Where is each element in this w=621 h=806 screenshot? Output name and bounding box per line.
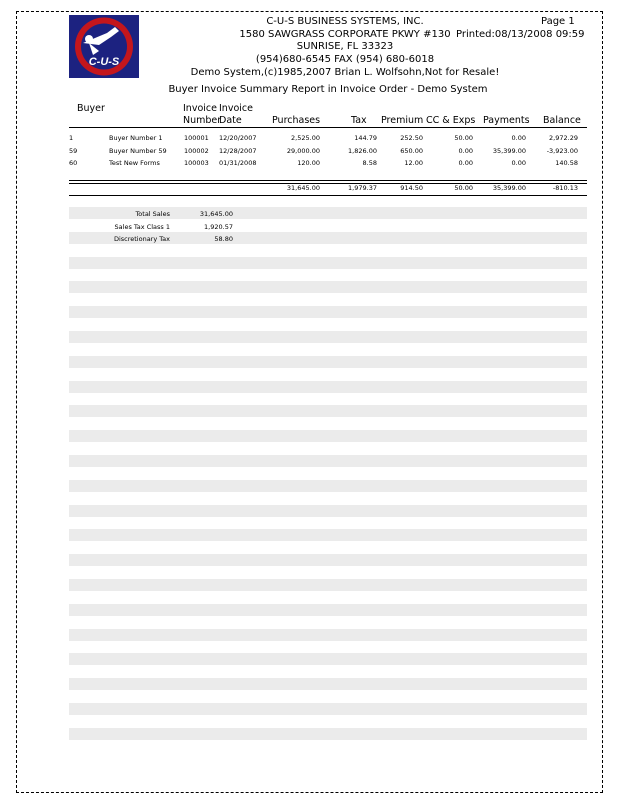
header-cc-exps: CC & Exps (426, 115, 476, 126)
buyer-number: 1 (69, 134, 74, 142)
tax: 144.79 (354, 134, 377, 142)
company-city: SUNRISE, FL 33323 (296, 41, 394, 52)
header-rule (69, 127, 587, 128)
header-payments: Payments (483, 115, 530, 126)
background-band (69, 306, 587, 318)
total-balance: -810.13 (552, 184, 578, 192)
payments: 35,399.00 (492, 147, 526, 155)
tax: 8.58 (362, 159, 377, 167)
summary-label: Sales Tax Class 1 (114, 223, 170, 231)
background-band (69, 653, 587, 665)
summary-label: Total Sales (135, 210, 170, 218)
background-band (69, 480, 587, 492)
page-border (16, 11, 603, 793)
invoice-number: 100002 (184, 147, 209, 155)
purchases: 29,000.00 (286, 147, 320, 155)
table-row (69, 146, 587, 157)
header-buyer: Buyer (77, 103, 105, 114)
background-band (69, 703, 587, 715)
background-band (69, 405, 587, 417)
background-band (69, 356, 587, 368)
premium: 650.00 (400, 147, 423, 155)
balance: 2,972.29 (549, 134, 578, 142)
background-band (69, 381, 587, 393)
buyer-number: 59 (69, 147, 78, 155)
company-address: 1580 SAWGRASS CORPORATE PKWY #130 (239, 29, 451, 40)
balance: -3,923.00 (546, 147, 578, 155)
header-invoice-number-bottom: Number (183, 115, 222, 126)
background-band (69, 529, 587, 541)
background-band (69, 430, 587, 442)
buyer-name: Buyer Number 59 (109, 147, 167, 155)
header-invoice-number-top: Invoice (183, 103, 217, 114)
totals-rule-end (69, 195, 587, 196)
background-band (69, 604, 587, 616)
balance: 140.58 (555, 159, 578, 167)
page-number: Page 1 (541, 16, 575, 27)
totals-rule-top (69, 180, 587, 181)
invoice-number: 100001 (184, 134, 209, 142)
total-payments: 35,399.00 (492, 184, 526, 192)
report-title: Buyer Invoice Summary Report in Invoice Order - Demo System (168, 84, 488, 95)
cc-exps: 0.00 (458, 147, 473, 155)
background-band (69, 505, 587, 517)
header-invoice-date-top: Invoice (219, 103, 253, 114)
background-band (69, 629, 587, 641)
header-balance: Balance (543, 115, 581, 126)
company-phone: (954)680-6545 FAX (954) 680-6018 (255, 54, 435, 65)
background-band (69, 257, 587, 269)
payments: 0.00 (511, 134, 526, 142)
purchases: 120.00 (297, 159, 320, 167)
buyer-name: Buyer Number 1 (109, 134, 163, 142)
background-band (69, 554, 587, 566)
background-band (69, 678, 587, 690)
premium: 252.50 (400, 134, 423, 142)
header-tax: Tax (351, 115, 367, 126)
total-cc-exps: 50.00 (454, 184, 473, 192)
total-premium: 914.50 (400, 184, 423, 192)
invoice-number: 100003 (184, 159, 209, 167)
background-band (69, 728, 587, 740)
invoice-date: 01/31/2008 (219, 159, 257, 167)
background-band (69, 579, 587, 591)
summary-value: 31,645.00 (199, 210, 233, 218)
company-name: C-U-S BUSINESS SYSTEMS, INC. (266, 16, 424, 27)
company-logo (69, 15, 139, 78)
premium: 12.00 (404, 159, 423, 167)
cc-exps: 50.00 (454, 134, 473, 142)
summary-value: 1,920.57 (204, 223, 233, 231)
summary-label: Discretionary Tax (113, 235, 170, 243)
header-purchases: Purchases (272, 115, 321, 126)
summary-row (69, 208, 587, 221)
buyer-number: 60 (69, 159, 78, 167)
buyer-name: Test New Forms (109, 159, 160, 167)
background-band (69, 455, 587, 467)
invoice-date: 12/28/2007 (219, 147, 257, 155)
svg-text:C-U-S: C-U-S (88, 56, 120, 68)
summary-value: 58.80 (214, 235, 233, 243)
printed-timestamp: Printed:08/13/2008 09:59 (456, 29, 585, 40)
header-premium: Premium (381, 115, 424, 126)
payments: 0.00 (511, 159, 526, 167)
header-invoice-date-bottom: Date (219, 115, 242, 126)
invoice-date: 12/20/2007 (219, 134, 257, 142)
demo-notice: Demo System,(c)1985,2007 Brian L. Wolfsohn,Not for Resale! (190, 67, 500, 78)
purchases: 2,525.00 (291, 134, 320, 142)
tax: 1,826.00 (348, 147, 377, 155)
cc-exps: 0.00 (458, 159, 473, 167)
total-purchases: 31,645.00 (286, 184, 320, 192)
background-band (69, 331, 587, 343)
table-row (69, 158, 587, 169)
background-band (69, 281, 587, 293)
total-tax: 1,979.37 (348, 184, 377, 192)
summary-row (69, 233, 587, 246)
totals-row (69, 183, 587, 194)
table-row (69, 133, 587, 144)
